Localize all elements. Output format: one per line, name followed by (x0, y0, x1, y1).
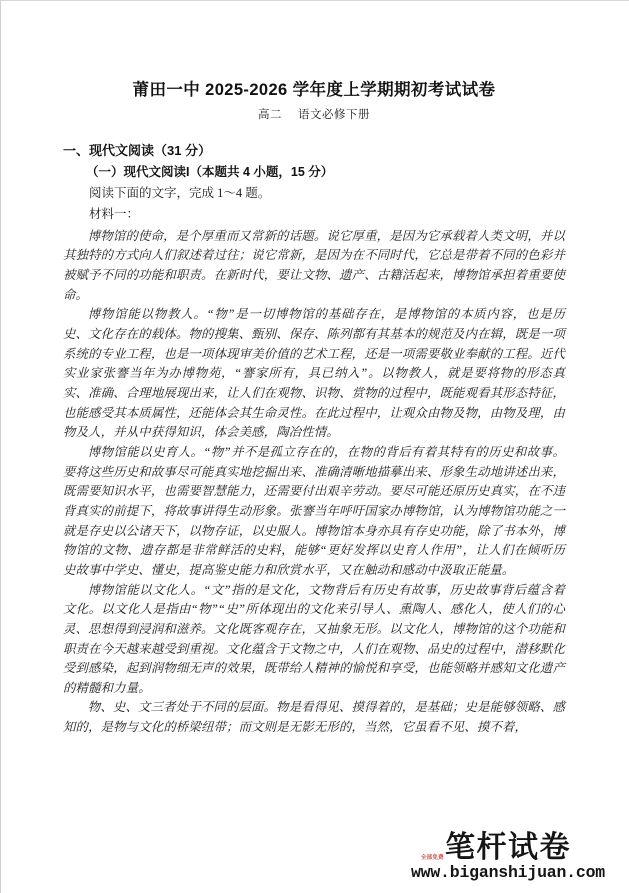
subsection-heading-reading-one: （一）现代文阅读I（本题共 4 小题，15 分） (86, 165, 334, 180)
document-subtitle (63, 107, 565, 124)
free-badge: 全部免费 (420, 854, 444, 861)
page-title: 莆田一中 2025-2026 学年度上学期期初考试试卷 (132, 81, 496, 99)
material-label: 材料一： (89, 207, 140, 222)
section-heading-modern-reading: 一、现代文阅读（31 分） (63, 143, 212, 159)
page-content (1, 1, 629, 738)
watermark-logo (410, 830, 605, 882)
passage-body (63, 227, 565, 738)
passage-paragraph: 博物馆能以物教人。“物”是一切博物馆的基础存在，是博物馆的本质内容，也是历史、文化存在的载体。物的搜集、甄别、保存、陈列都有其基本的规范及内在辑，既是一项系统的专业工程，也是一项体现审美价值的艺术工程，还是一项需要敬业奉献的工程。近代实业家张謇当年为办博物苑，“謇家所有，具已纳入”。以物教人，就是要将物的形态真实、准确、合理地展现出来，让人们在观物、识物、赏物的过程中，既能观看其形态特征，也能感受其本质属性，还能体会其生命灵性。在此过程中，让观众由物及物，由物及理，由物及人，并从中获得知识，体会美感，陶冶性情。 (63, 307, 565, 440)
watermark-brand-name: 笔杆试卷 (444, 830, 571, 864)
passage-paragraph: 博物馆能以文化人。“文”指的是文化，文物背后有历史有故事，历史故事背后蕴含着文化。以文化人是指由“物”“史”所体现出的文化来引导人、熏陶人、感化人，使人们的心灵、思想得到浸润和滋养。文化既客观存在，又抽象无形。以文化人，博物馆的这个功能和职责在今天越来越受到重视。文化蕴含于文物之中，人们在观物、品史的过程中，潜移默化受到感染，起到润物细无声的效果，既带给人精神的愉悦和享受，也能领略并感知文化遗产的精髓和力量。 (63, 582, 565, 695)
passage-paragraph: 物、史、文三者处于不同的层面。物是看得见、摸得着的，是基础；史是能够领略、感知的，是物与文化的桥梁纽带；而文则是无影无形的，当然，它虽看不见、摸不着， (63, 700, 565, 735)
subtitle-grade: 高二 (258, 108, 282, 121)
subtitle-subject: 语文必修下册 (298, 108, 370, 121)
passage-paragraph: 博物馆能以史育人。“物”并不是孤立存在的，在物的背后有着其特有的历史和故事。要将这些历史和故事尽可能真实地挖掘出来、准确清晰地描摹出来、形象生动地讲述出来，既需要知识水平，也需要智慧能力，还需要付出艰辛劳动。要尽可能还原历史真实，在不违背真实的前提下，将故事讲得生动形象。张謇当年呼吁国家办博物馆，认为博物馆功能之一就是存史以公诸天下，以物存证，以史服人。博物馆本身亦具有存史功能，除了书本外，博物馆的文物、遗存都是非常鲜活的史料，能够“更好发挥以史育人作用”，让人们在倾听历史故事中学史、懂史，提高鉴史能力和欣赏水平，又在触动和感动中汲取正能量。 (63, 444, 565, 577)
watermark-url: www.biganshijuan.com (410, 862, 605, 882)
reading-instruction: 阅读下面的文字，完成 1～4 题。 (89, 186, 271, 201)
passage-paragraph: 博物馆的使命，是个厚重而又常新的话题。说它厚重，是因为它承载着人类文明，并以其独特的方式向人们叙述着过往；说它常新，是因为在不同时代，它总是带着不同的色彩并被赋予不同的功能和职责。在新时代，要让文物、遗产、古籍活起来，博物馆承担着重要使命。 (63, 228, 565, 302)
